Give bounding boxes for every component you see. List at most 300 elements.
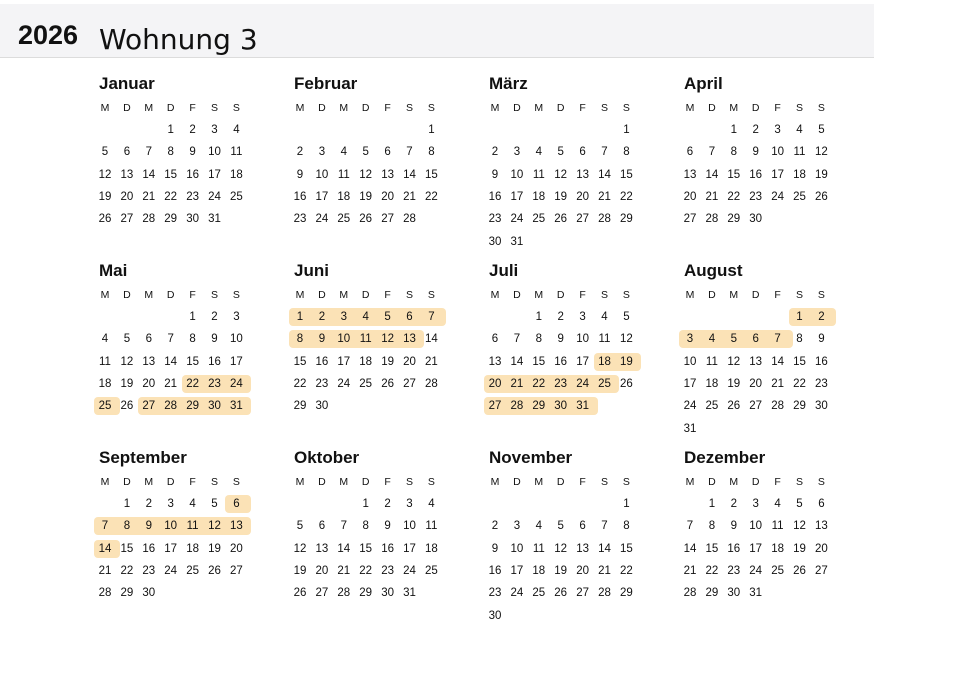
day-cell[interactable]: 5 (796, 498, 803, 510)
day-cell[interactable]: 3 (167, 498, 174, 510)
day-cell[interactable]: 5 (730, 333, 737, 346)
day-cell[interactable]: 19 (814, 168, 828, 181)
day-cell[interactable]: 8 (796, 333, 803, 346)
day-cell[interactable]: 4 (796, 124, 803, 136)
day-cell[interactable]: 26 (814, 190, 828, 203)
day-cell[interactable]: 17 (164, 542, 178, 555)
day-cell[interactable]: 7 (340, 520, 347, 533)
day-cell[interactable]: 16 (488, 564, 502, 577)
day-cell[interactable]: 30 (554, 400, 568, 413)
day-cell[interactable]: 1 (730, 124, 737, 136)
day-cell[interactable]: 22 (619, 564, 633, 577)
day-cell[interactable]: 4 (428, 498, 435, 510)
day-cell[interactable]: 6 (406, 311, 413, 323)
day-cell[interactable]: 28 (424, 377, 438, 390)
day-cell[interactable]: 16 (293, 190, 307, 203)
day-cell[interactable]: 3 (686, 333, 694, 346)
day-cell[interactable]: 17 (683, 377, 697, 390)
day-cell[interactable]: 29 (619, 587, 633, 600)
day-cell[interactable]: 25 (598, 377, 611, 390)
day-cell[interactable]: 27 (683, 213, 697, 226)
day-cell[interactable]: 19 (554, 564, 568, 577)
day-cell[interactable]: 18 (532, 190, 546, 203)
day-cell[interactable]: 15 (619, 542, 633, 555)
day-cell[interactable]: 14 (98, 542, 112, 555)
day-cell[interactable]: 25 (98, 400, 112, 413)
day-cell[interactable]: 19 (793, 542, 806, 555)
day-cell[interactable]: 2 (145, 498, 152, 510)
day-cell[interactable]: 15 (619, 168, 633, 181)
day-cell[interactable]: 23 (488, 587, 502, 600)
day-cell[interactable]: 31 (208, 213, 221, 226)
day-cell[interactable]: 10 (683, 355, 697, 368)
day-cell[interactable]: 13 (576, 168, 589, 181)
day-cell[interactable]: 17 (208, 168, 221, 181)
day-cell[interactable]: 4 (340, 146, 347, 159)
day-cell[interactable]: 26 (727, 400, 741, 413)
day-cell[interactable]: 4 (535, 520, 542, 533)
day-cell[interactable]: 10 (208, 146, 221, 159)
day-cell[interactable]: 11 (771, 520, 784, 533)
day-cell[interactable]: 15 (532, 355, 546, 368)
day-cell[interactable]: 21 (164, 377, 178, 390)
day-cell[interactable]: 28 (142, 213, 156, 226)
day-cell[interactable]: 23 (727, 564, 741, 577)
day-cell[interactable]: 19 (727, 377, 741, 390)
day-cell[interactable]: 30 (381, 587, 394, 600)
day-cell[interactable]: 15 (359, 542, 373, 555)
day-cell[interactable]: 8 (730, 146, 737, 159)
day-cell[interactable]: 16 (749, 168, 763, 181)
day-cell[interactable]: 9 (318, 333, 326, 346)
day-cell[interactable]: 19 (554, 190, 568, 203)
day-cell[interactable]: 18 (598, 355, 611, 368)
day-cell[interactable]: 6 (491, 333, 499, 346)
day-cell[interactable]: 17 (337, 355, 351, 368)
day-cell[interactable]: 9 (189, 146, 196, 159)
day-cell[interactable]: 2 (818, 311, 825, 323)
day-cell[interactable]: 28 (98, 587, 112, 600)
day-cell[interactable]: 19 (293, 564, 307, 577)
day-cell[interactable]: 14 (337, 542, 351, 555)
day-cell[interactable]: 7 (406, 146, 413, 159)
day-cell[interactable]: 7 (774, 333, 781, 346)
day-cell[interactable]: 30 (814, 400, 828, 413)
day-cell[interactable]: 12 (359, 168, 373, 181)
day-cell[interactable]: 8 (296, 333, 304, 346)
day-cell[interactable]: 24 (771, 190, 784, 203)
day-cell[interactable]: 14 (598, 542, 611, 555)
day-cell[interactable]: 16 (142, 542, 156, 555)
day-cell[interactable]: 1 (623, 498, 630, 510)
day-cell[interactable]: 31 (749, 587, 763, 600)
day-cell[interactable]: 24 (510, 213, 524, 226)
day-cell[interactable]: 3 (406, 498, 413, 510)
day-cell[interactable]: 5 (123, 333, 131, 346)
day-cell[interactable]: 7 (513, 333, 521, 346)
day-cell[interactable]: 21 (98, 564, 112, 577)
day-cell[interactable]: 7 (145, 146, 152, 159)
day-cell[interactable]: 20 (120, 190, 134, 203)
day-cell[interactable]: 10 (749, 520, 763, 533)
day-cell[interactable]: 9 (752, 146, 759, 159)
day-cell[interactable]: 18 (359, 355, 373, 368)
day-cell[interactable]: 10 (229, 333, 243, 346)
day-cell[interactable]: 27 (229, 564, 243, 577)
day-cell[interactable]: 8 (123, 520, 131, 533)
day-cell[interactable]: 22 (293, 377, 307, 390)
day-cell[interactable]: 10 (164, 520, 178, 533)
day-cell[interactable]: 21 (424, 355, 438, 368)
day-cell[interactable]: 15 (793, 355, 806, 368)
day-cell[interactable]: 22 (186, 377, 199, 390)
day-cell[interactable]: 8 (623, 146, 630, 159)
day-cell[interactable]: 12 (727, 355, 741, 368)
day-cell[interactable]: 24 (208, 190, 221, 203)
day-cell[interactable]: 12 (120, 355, 134, 368)
day-cell[interactable]: 21 (598, 190, 611, 203)
day-cell[interactable]: 19 (208, 542, 221, 555)
day-cell[interactable]: 2 (730, 498, 737, 510)
day-cell[interactable]: 26 (293, 587, 307, 600)
day-cell[interactable]: 6 (686, 146, 694, 159)
day-cell[interactable]: 4 (233, 124, 240, 136)
day-cell[interactable]: 2 (752, 124, 759, 136)
day-cell[interactable]: 18 (532, 564, 546, 577)
day-cell[interactable]: 28 (337, 587, 351, 600)
day-cell[interactable]: 17 (403, 542, 416, 555)
day-cell[interactable]: 27 (488, 400, 502, 413)
day-cell[interactable]: 22 (532, 377, 546, 390)
day-cell[interactable]: 28 (598, 587, 611, 600)
day-cell[interactable]: 13 (142, 355, 156, 368)
day-cell[interactable]: 21 (705, 190, 719, 203)
day-cell[interactable]: 13 (229, 520, 243, 533)
day-cell[interactable]: 7 (101, 520, 109, 533)
day-cell[interactable]: 17 (315, 190, 329, 203)
day-cell[interactable]: 2 (491, 146, 499, 159)
day-cell[interactable]: 21 (403, 190, 416, 203)
day-cell[interactable]: 26 (793, 564, 806, 577)
day-cell[interactable]: 17 (229, 355, 243, 368)
day-cell[interactable]: 15 (186, 355, 199, 368)
day-cell[interactable]: 17 (771, 168, 784, 181)
day-cell[interactable]: 4 (535, 146, 542, 159)
day-cell[interactable]: 20 (403, 355, 416, 368)
day-cell[interactable]: 14 (142, 168, 156, 181)
day-cell[interactable]: 14 (164, 355, 178, 368)
day-cell[interactable]: 25 (771, 564, 784, 577)
day-cell[interactable]: 8 (708, 520, 716, 533)
day-cell[interactable]: 7 (601, 146, 608, 159)
day-cell[interactable]: 2 (211, 311, 218, 323)
day-cell[interactable]: 14 (683, 542, 697, 555)
day-cell[interactable]: 3 (211, 124, 218, 136)
day-cell[interactable]: 8 (167, 146, 174, 159)
day-cell[interactable]: 12 (793, 520, 806, 533)
day-cell[interactable]: 28 (510, 400, 524, 413)
day-cell[interactable]: 25 (186, 564, 199, 577)
day-cell[interactable]: 18 (337, 190, 351, 203)
day-cell[interactable]: 14 (598, 168, 611, 181)
day-cell[interactable]: 8 (535, 333, 542, 346)
day-cell[interactable]: 20 (749, 377, 763, 390)
day-cell[interactable]: 29 (359, 587, 373, 600)
day-cell[interactable]: 9 (557, 333, 564, 346)
day-cell[interactable]: 22 (164, 190, 178, 203)
day-cell[interactable]: 4 (189, 498, 196, 510)
day-cell[interactable]: 23 (381, 564, 394, 577)
day-cell[interactable]: 5 (296, 520, 304, 533)
day-cell[interactable]: 6 (145, 333, 152, 346)
day-cell[interactable]: 24 (315, 213, 329, 226)
day-cell[interactable]: 31 (229, 400, 243, 413)
day-cell[interactable]: 8 (428, 146, 435, 159)
day-cell[interactable]: 1 (708, 498, 716, 510)
day-cell[interactable]: 31 (403, 587, 416, 600)
day-cell[interactable]: 20 (488, 377, 502, 390)
day-cell[interactable]: 13 (403, 333, 416, 346)
day-cell[interactable]: 18 (771, 542, 784, 555)
day-cell[interactable]: 27 (749, 400, 763, 413)
day-cell[interactable]: 28 (164, 400, 178, 413)
day-cell[interactable]: 17 (749, 542, 763, 555)
day-cell[interactable]: 13 (576, 542, 589, 555)
day-cell[interactable]: 6 (579, 146, 586, 159)
day-cell[interactable]: 6 (318, 520, 326, 533)
day-cell[interactable]: 12 (554, 542, 568, 555)
day-cell[interactable]: 20 (229, 542, 243, 555)
day-cell[interactable]: 16 (554, 355, 568, 368)
day-cell[interactable]: 18 (229, 168, 243, 181)
day-cell[interactable]: 25 (337, 213, 351, 226)
day-cell[interactable]: 14 (705, 168, 719, 181)
day-cell[interactable]: 26 (381, 377, 394, 390)
day-cell[interactable]: 21 (337, 564, 351, 577)
day-cell[interactable]: 15 (727, 168, 741, 181)
day-cell[interactable]: 29 (120, 587, 134, 600)
day-cell[interactable]: 6 (818, 498, 825, 510)
day-cell[interactable]: 11 (598, 333, 611, 346)
day-cell[interactable]: 11 (337, 168, 350, 181)
day-cell[interactable]: 1 (796, 311, 803, 323)
day-cell[interactable]: 26 (619, 377, 633, 390)
day-cell[interactable]: 4 (601, 311, 608, 323)
day-cell[interactable]: 9 (730, 520, 737, 533)
day-cell[interactable]: 10 (315, 168, 329, 181)
day-cell[interactable]: 8 (623, 520, 630, 533)
day-cell[interactable]: 26 (120, 400, 134, 413)
day-cell[interactable]: 1 (167, 124, 174, 136)
day-cell[interactable]: 20 (576, 564, 589, 577)
day-cell[interactable]: 7 (601, 520, 608, 533)
day-cell[interactable]: 20 (315, 564, 329, 577)
day-cell[interactable]: 26 (359, 213, 373, 226)
day-cell[interactable]: 19 (120, 377, 134, 390)
day-cell[interactable]: 29 (727, 213, 741, 226)
day-cell[interactable]: 21 (598, 564, 611, 577)
day-cell[interactable]: 29 (293, 400, 307, 413)
day-cell[interactable]: 10 (771, 146, 784, 159)
day-cell[interactable]: 19 (98, 190, 112, 203)
day-cell[interactable]: 15 (293, 355, 307, 368)
day-cell[interactable]: 29 (532, 400, 546, 413)
day-cell[interactable]: 29 (186, 400, 199, 413)
day-cell[interactable]: 30 (208, 400, 221, 413)
day-cell[interactable]: 27 (814, 564, 828, 577)
day-cell[interactable]: 9 (211, 333, 218, 346)
day-cell[interactable]: 21 (683, 564, 697, 577)
day-cell[interactable]: 16 (488, 190, 502, 203)
day-cell[interactable]: 13 (488, 355, 502, 368)
day-cell[interactable]: 25 (705, 400, 719, 413)
day-cell[interactable]: 30 (488, 235, 502, 248)
day-cell[interactable]: 15 (424, 168, 438, 181)
day-cell[interactable]: 22 (727, 190, 741, 203)
day-cell[interactable]: 30 (727, 587, 741, 600)
day-cell[interactable]: 7 (428, 311, 435, 323)
day-cell[interactable]: 3 (233, 311, 240, 323)
day-cell[interactable]: 14 (771, 355, 784, 368)
day-cell[interactable]: 4 (774, 498, 781, 510)
day-cell[interactable]: 1 (623, 124, 630, 136)
day-cell[interactable]: 10 (403, 520, 416, 533)
day-cell[interactable]: 3 (318, 146, 326, 159)
day-cell[interactable]: 22 (424, 190, 438, 203)
day-cell[interactable]: 22 (120, 564, 134, 577)
day-cell[interactable]: 10 (337, 333, 351, 346)
day-cell[interactable]: 17 (510, 190, 524, 203)
day-cell[interactable]: 6 (752, 333, 759, 346)
day-cell[interactable]: 21 (142, 190, 156, 203)
day-cell[interactable]: 28 (771, 400, 784, 413)
day-cell[interactable]: 28 (403, 213, 416, 226)
day-cell[interactable]: 7 (708, 146, 716, 159)
day-cell[interactable]: 10 (510, 542, 524, 555)
day-cell[interactable]: 13 (683, 168, 697, 181)
day-cell[interactable]: 11 (532, 542, 545, 555)
day-cell[interactable]: 2 (384, 498, 391, 510)
day-cell[interactable]: 29 (705, 587, 719, 600)
day-cell[interactable]: 22 (793, 377, 806, 390)
day-cell[interactable]: 12 (554, 168, 568, 181)
day-cell[interactable]: 17 (576, 355, 589, 368)
day-cell[interactable]: 5 (384, 311, 391, 323)
day-cell[interactable]: 28 (705, 213, 719, 226)
day-cell[interactable]: 23 (554, 377, 568, 390)
day-cell[interactable]: 11 (230, 146, 243, 159)
day-cell[interactable]: 4 (101, 333, 109, 346)
day-cell[interactable]: 25 (229, 190, 243, 203)
day-cell[interactable]: 27 (381, 213, 394, 226)
day-cell[interactable]: 8 (362, 520, 369, 533)
day-cell[interactable]: 6 (233, 498, 240, 510)
day-cell[interactable]: 3 (513, 146, 521, 159)
day-cell[interactable]: 5 (557, 146, 564, 159)
day-cell[interactable]: 22 (619, 190, 633, 203)
day-cell[interactable]: 19 (619, 355, 633, 368)
day-cell[interactable]: 31 (576, 400, 589, 413)
day-cell[interactable]: 1 (428, 124, 435, 136)
day-cell[interactable]: 26 (98, 213, 112, 226)
day-cell[interactable]: 20 (576, 190, 589, 203)
day-cell[interactable]: 11 (425, 520, 438, 533)
day-cell[interactable]: 27 (403, 377, 416, 390)
day-cell[interactable]: 7 (167, 333, 174, 346)
day-cell[interactable]: 24 (683, 400, 697, 413)
day-cell[interactable]: 15 (705, 542, 719, 555)
day-cell[interactable]: 2 (318, 311, 326, 323)
day-cell[interactable]: 3 (513, 520, 521, 533)
day-cell[interactable]: 27 (142, 400, 156, 413)
day-cell[interactable]: 5 (623, 311, 630, 323)
day-cell[interactable]: 22 (705, 564, 719, 577)
day-cell[interactable]: 23 (315, 377, 329, 390)
day-cell[interactable]: 1 (535, 311, 542, 323)
day-cell[interactable]: 6 (384, 146, 391, 159)
day-cell[interactable]: 24 (403, 564, 416, 577)
day-cell[interactable]: 27 (315, 587, 329, 600)
day-cell[interactable]: 1 (189, 311, 196, 323)
day-cell[interactable]: 23 (814, 377, 828, 390)
day-cell[interactable]: 30 (315, 400, 329, 413)
day-cell[interactable]: 12 (293, 542, 307, 555)
day-cell[interactable]: 11 (359, 333, 372, 346)
day-cell[interactable]: 9 (818, 333, 825, 346)
day-cell[interactable]: 20 (142, 377, 156, 390)
day-cell[interactable]: 22 (359, 564, 373, 577)
day-cell[interactable]: 24 (337, 377, 351, 390)
day-cell[interactable]: 1 (296, 311, 304, 323)
day-cell[interactable]: 5 (557, 520, 564, 533)
day-cell[interactable]: 1 (123, 498, 131, 510)
day-cell[interactable]: 13 (381, 168, 394, 181)
day-cell[interactable]: 16 (315, 355, 329, 368)
day-cell[interactable]: 16 (381, 542, 394, 555)
day-cell[interactable]: 30 (488, 609, 502, 622)
day-cell[interactable]: 18 (705, 377, 719, 390)
day-cell[interactable]: 27 (120, 213, 134, 226)
day-cell[interactable]: 3 (579, 311, 586, 323)
day-cell[interactable]: 3 (752, 498, 759, 510)
day-cell[interactable]: 23 (293, 213, 307, 226)
day-cell[interactable]: 11 (186, 520, 199, 533)
day-cell[interactable]: 11 (705, 355, 718, 368)
day-cell[interactable]: 12 (381, 333, 394, 346)
day-cell[interactable]: 23 (749, 190, 763, 203)
day-cell[interactable]: 18 (793, 168, 806, 181)
day-cell[interactable]: 5 (362, 146, 369, 159)
day-cell[interactable]: 5 (211, 498, 218, 510)
day-cell[interactable]: 19 (359, 190, 373, 203)
day-cell[interactable]: 2 (491, 520, 499, 533)
day-cell[interactable]: 24 (164, 564, 178, 577)
day-cell[interactable]: 9 (145, 520, 152, 533)
day-cell[interactable]: 19 (381, 355, 394, 368)
day-cell[interactable]: 8 (189, 333, 196, 346)
day-cell[interactable]: 16 (727, 542, 741, 555)
day-cell[interactable]: 29 (619, 213, 633, 226)
day-cell[interactable]: 5 (818, 124, 825, 136)
day-cell[interactable]: 1 (362, 498, 369, 510)
day-cell[interactable]: 18 (424, 542, 438, 555)
day-cell[interactable]: 15 (120, 542, 134, 555)
day-cell[interactable]: 2 (557, 311, 564, 323)
day-cell[interactable]: 17 (510, 564, 524, 577)
day-cell[interactable]: 26 (208, 564, 221, 577)
day-cell[interactable]: 14 (510, 355, 524, 368)
day-cell[interactable]: 4 (362, 311, 369, 323)
